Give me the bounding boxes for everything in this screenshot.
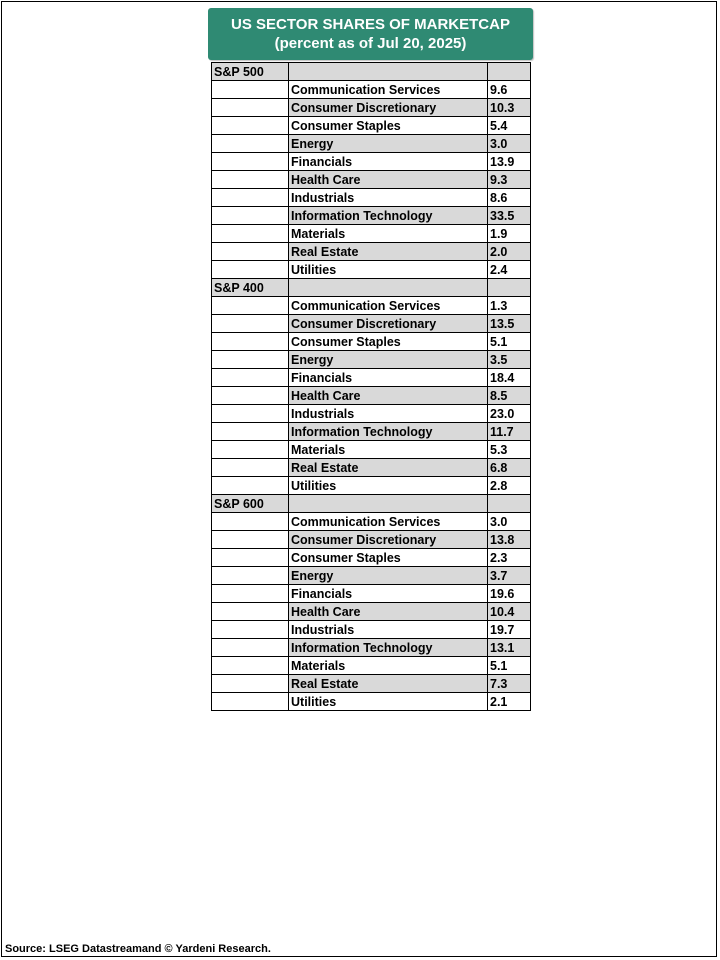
sector-share-value: 10.4 [488, 603, 531, 621]
table-row [212, 585, 531, 603]
source-note: Source: LSEG Datastreamand © Yardeni Research. [5, 943, 271, 955]
sector-name: Financials [289, 369, 488, 387]
sector-name: Financials [289, 585, 488, 603]
row-indent-cell [212, 99, 289, 117]
sector-name: Health Care [289, 171, 488, 189]
sector-name: Consumer Staples [289, 549, 488, 567]
sector-name: Health Care [289, 603, 488, 621]
group-header-row [212, 63, 531, 81]
sector-name: Communication Services [289, 81, 488, 99]
row-indent-cell [212, 621, 289, 639]
row-indent-cell [212, 567, 289, 585]
row-indent-cell [212, 189, 289, 207]
table-row [212, 207, 531, 225]
sector-share-value: 6.8 [488, 459, 531, 477]
group-header-blank [488, 63, 531, 81]
sector-name: Information Technology [289, 639, 488, 657]
table-row [212, 225, 531, 243]
table-row [212, 549, 531, 567]
sector-share-value: 23.0 [488, 405, 531, 423]
group-header-blank [289, 495, 488, 513]
row-indent-cell [212, 441, 289, 459]
sector-share-value: 18.4 [488, 369, 531, 387]
group-header-row [212, 279, 531, 297]
sector-share-value: 3.7 [488, 567, 531, 585]
group-header-blank [289, 279, 488, 297]
sector-share-value: 5.1 [488, 333, 531, 351]
sector-name: Consumer Staples [289, 333, 488, 351]
sector-share-value: 13.1 [488, 639, 531, 657]
table-row [212, 603, 531, 621]
sector-share-value: 5.4 [488, 117, 531, 135]
sector-name: Industrials [289, 621, 488, 639]
title-line-2: (percent as of Jul 20, 2025) [274, 35, 467, 52]
row-indent-cell [212, 315, 289, 333]
row-indent-cell [212, 585, 289, 603]
sector-share-value: 19.6 [488, 585, 531, 603]
table-row [212, 243, 531, 261]
sector-share-value: 13.5 [488, 315, 531, 333]
sector-name: Real Estate [289, 675, 488, 693]
sector-share-value: 5.3 [488, 441, 531, 459]
table-row [212, 117, 531, 135]
sector-share-value: 3.0 [488, 135, 531, 153]
row-indent-cell [212, 261, 289, 279]
sector-share-value: 7.3 [488, 675, 531, 693]
row-indent-cell [212, 549, 289, 567]
sector-share-value: 5.1 [488, 657, 531, 675]
group-name: S&P 500 [212, 63, 289, 81]
group-name: S&P 600 [212, 495, 289, 513]
table-row [212, 153, 531, 171]
row-indent-cell [212, 531, 289, 549]
group-name: S&P 400 [212, 279, 289, 297]
sector-name: Materials [289, 441, 488, 459]
sector-share-value: 13.8 [488, 531, 531, 549]
row-indent-cell [212, 675, 289, 693]
row-indent-cell [212, 459, 289, 477]
table-row [212, 423, 531, 441]
sector-name: Utilities [289, 477, 488, 495]
sector-name: Materials [289, 225, 488, 243]
table-row [212, 459, 531, 477]
table-row [212, 297, 531, 315]
row-indent-cell [212, 513, 289, 531]
table-row [212, 477, 531, 495]
sector-share-value: 8.6 [488, 189, 531, 207]
sector-share-value: 2.1 [488, 693, 531, 711]
title-line-1: US SECTOR SHARES OF MARKETCAP [231, 16, 510, 33]
sector-share-value: 1.3 [488, 297, 531, 315]
sector-share-table [211, 62, 531, 711]
sector-share-value: 2.8 [488, 477, 531, 495]
row-indent-cell [212, 693, 289, 711]
table-row [212, 261, 531, 279]
group-header-blank [488, 279, 531, 297]
sector-name: Consumer Discretionary [289, 531, 488, 549]
table-row [212, 189, 531, 207]
sector-name: Utilities [289, 693, 488, 711]
sector-share-value: 13.9 [488, 153, 531, 171]
table-row [212, 171, 531, 189]
row-indent-cell [212, 243, 289, 261]
sector-name: Health Care [289, 387, 488, 405]
table-row [212, 387, 531, 405]
row-indent-cell [212, 135, 289, 153]
row-indent-cell [212, 639, 289, 657]
sector-name: Utilities [289, 261, 488, 279]
sector-share-value: 11.7 [488, 423, 531, 441]
sector-share-value: 33.5 [488, 207, 531, 225]
table-row [212, 675, 531, 693]
table-row [212, 351, 531, 369]
table-row [212, 333, 531, 351]
table-row [212, 513, 531, 531]
table-row [212, 441, 531, 459]
sector-name: Financials [289, 153, 488, 171]
table-row [212, 135, 531, 153]
table-row [212, 693, 531, 711]
row-indent-cell [212, 423, 289, 441]
sector-name: Communication Services [289, 297, 488, 315]
sector-name: Consumer Staples [289, 117, 488, 135]
row-indent-cell [212, 207, 289, 225]
sector-share-value: 10.3 [488, 99, 531, 117]
sector-share-value: 2.4 [488, 261, 531, 279]
sector-share-value: 1.9 [488, 225, 531, 243]
sector-share-value: 19.7 [488, 621, 531, 639]
sector-share-value: 8.5 [488, 387, 531, 405]
row-indent-cell [212, 657, 289, 675]
sector-name: Energy [289, 135, 488, 153]
row-indent-cell [212, 477, 289, 495]
row-indent-cell [212, 603, 289, 621]
table-row [212, 405, 531, 423]
sector-share-value: 2.3 [488, 549, 531, 567]
sector-name: Real Estate [289, 243, 488, 261]
sector-share-value: 9.3 [488, 171, 531, 189]
row-indent-cell [212, 297, 289, 315]
table-row [212, 99, 531, 117]
sector-name: Industrials [289, 405, 488, 423]
sector-share-value: 3.5 [488, 351, 531, 369]
sector-share-value: 3.0 [488, 513, 531, 531]
row-indent-cell [212, 171, 289, 189]
table-row [212, 531, 531, 549]
row-indent-cell [212, 387, 289, 405]
table-row [212, 657, 531, 675]
table-row [212, 639, 531, 657]
group-header-row [212, 495, 531, 513]
table-row [212, 369, 531, 387]
group-header-blank [289, 63, 488, 81]
sector-share-value: 9.6 [488, 81, 531, 99]
sector-share-table-body [212, 63, 531, 711]
sector-name: Information Technology [289, 423, 488, 441]
row-indent-cell [212, 369, 289, 387]
sector-name: Consumer Discretionary [289, 315, 488, 333]
sector-name: Energy [289, 351, 488, 369]
row-indent-cell [212, 405, 289, 423]
sector-name: Materials [289, 657, 488, 675]
sector-name: Industrials [289, 189, 488, 207]
row-indent-cell [212, 81, 289, 99]
title-banner [208, 8, 533, 60]
table-row [212, 621, 531, 639]
table-row [212, 567, 531, 585]
sector-name: Real Estate [289, 459, 488, 477]
sector-share-value: 2.0 [488, 243, 531, 261]
row-indent-cell [212, 333, 289, 351]
row-indent-cell [212, 117, 289, 135]
sector-name: Energy [289, 567, 488, 585]
table-row [212, 315, 531, 333]
sector-name: Consumer Discretionary [289, 99, 488, 117]
row-indent-cell [212, 351, 289, 369]
row-indent-cell [212, 225, 289, 243]
table-row [212, 81, 531, 99]
group-header-blank [488, 495, 531, 513]
sector-name: Information Technology [289, 207, 488, 225]
row-indent-cell [212, 153, 289, 171]
sector-name: Communication Services [289, 513, 488, 531]
